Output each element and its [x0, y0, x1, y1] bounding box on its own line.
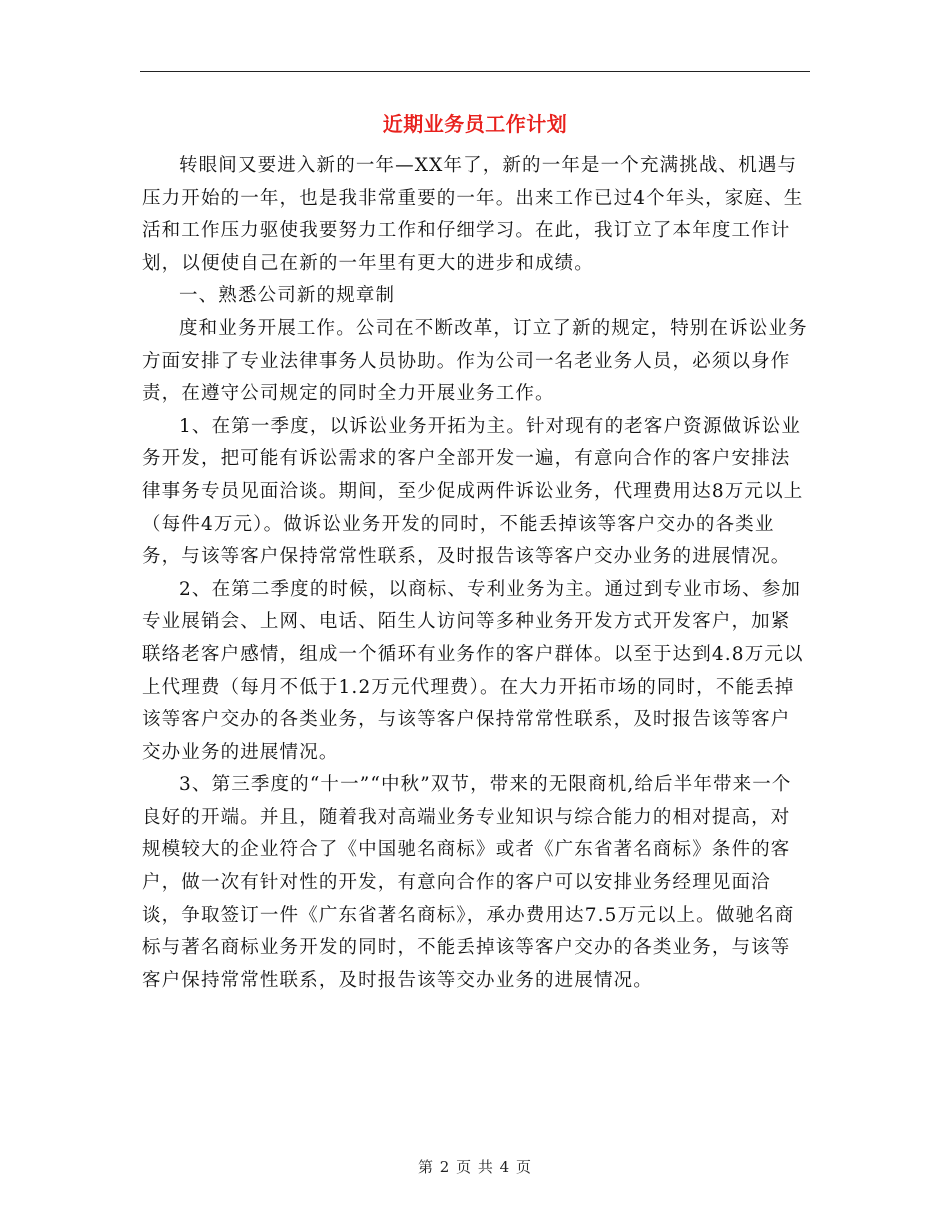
paragraph-section-heading: 一、熟悉公司新的规章制: [179, 285, 396, 307]
page-number-footer: 第 2 页 共 4 页: [418, 1158, 532, 1176]
paragraph-q1-plan: 1、在第一季度，以诉讼业务开拓为主。针对现有的老客户资源做诉讼业务开发，把可能有诉讼需求的客户全部开发一遍，有意向合作的客户安排法律事务专员见面洽谈。期间，至少促成两件诉讼业务，代理费用达8万元以上（每件4万元）。做诉讼业务开发的同时，不能丢掉该等客户交办的各类业务，与该等客户保持常常性联系，及时报告该等客户交办业务的进展情况。: [142, 415, 804, 568]
document-title: 近期业务员工作计划: [382, 112, 568, 136]
paragraph-intro: 转眼间又要进入新的一年—XX年了，新的一年是一个充满挑战、机遇与压力开始的一年，也是我非常重要的一年。出来工作已过4个年头，家庭、生活和工作压力驱使我要努力工作和仔细学习。在此，我订立了本年度工作计划，以便使自己在新的一年里有更大的进步和成绩。: [142, 155, 804, 274]
paragraph-company-rules: 度和业务开展工作。公司在不断改革，订立了新的规定，特别在诉讼业务方面安排了专业法律事务人员协助。作为公司一名老业务人员，必须以身作责，在遵守公司规定的同时全力开展业务工作。: [142, 317, 808, 405]
document-body: [142, 150, 810, 997]
header-rule: [140, 71, 810, 72]
paragraph-q3-plan: 3、第三季度的“十一”“中秋”双节，带来的无限商机,给后半年带来一个良好的开端。并且，随着我对高端业务专业知识与综合能力的相对提高，对规模较大的企业符合了《中国驰名商标》或者《广东省著名商标》条件的客户，做一次有针对性的开发，有意向合作的客户可以安排业务经理见面洽谈，争取签订一件《广东省著名商标》，承办费用达7.5万元以上。做驰名商标与著名商标业务开发的同时，不能丢掉该等客户交办的各类业务，与该等客户保持常常性联系，及时报告该等交办业务的进展情况。: [142, 774, 795, 991]
paragraph-q2-plan: 2、在第二季度的时候，以商标、专利业务为主。通过到专业市场、参加专业展销会、上网、电话、陌生人访问等多种业务开发方式开发客户，加紧联络老客户感情，组成一个循环有业务作的客户群体。以至于达到4.8万元以上代理费（每月不低于1.2万元代理费）。在大力开拓市场的同时，不能丢掉该等客户交办的各类业务，与该等客户保持常常性联系，及时报告该等客户交办业务的进展情况。: [142, 578, 804, 763]
